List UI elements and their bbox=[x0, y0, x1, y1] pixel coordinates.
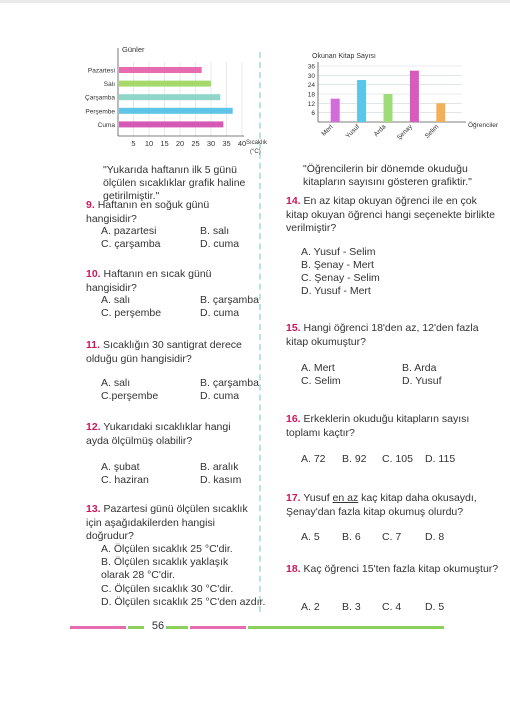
chart2-bar bbox=[331, 99, 340, 122]
chart1-category-label: Perşembe bbox=[85, 108, 115, 116]
chart2-category-label: Şenay bbox=[395, 123, 414, 142]
chart1-x-axis-unit: (°C) bbox=[250, 149, 261, 155]
q12-option-a[interactable]: A. şubat bbox=[101, 461, 140, 473]
q16-option-d[interactable]: D. 115 bbox=[425, 453, 456, 465]
question-18: 18. Kaç öğrenci 15'ten fazla kitap okumuştur? bbox=[286, 563, 499, 575]
q14-option-d[interactable]: D. Yusuf - Mert bbox=[301, 285, 371, 297]
q12-option-d[interactable]: D. kasım bbox=[200, 474, 242, 486]
chart1-y-axis-title: Günler bbox=[122, 45, 145, 54]
q12-option-b[interactable]: B. aralık bbox=[200, 461, 239, 473]
chart2-x-axis-title: Öğrenciler bbox=[468, 122, 498, 129]
question-15: 15. Hangi öğrenci 18'den az, 12'den fazla kitap okumuştur? bbox=[286, 322, 479, 348]
chart2-category-label: Selim bbox=[423, 123, 441, 140]
q16-option-c[interactable]: C. 105 bbox=[382, 453, 413, 465]
q17-option-b[interactable]: B. 6 bbox=[342, 531, 361, 543]
page-number: 56 bbox=[151, 620, 165, 632]
q18-option-d[interactable]: D. 5 bbox=[425, 601, 445, 613]
chart2-bar bbox=[357, 80, 366, 122]
q11-option-c[interactable]: C.perşembe bbox=[101, 390, 159, 402]
q10-option-b[interactable]: B. çarşamba bbox=[200, 294, 259, 306]
chart1-bar bbox=[119, 94, 220, 100]
chart1-caption: "Yukarıda haftanın ilk 5 günü ölçülen sıcaklıklar grafik haline getirilmiştir." bbox=[103, 164, 246, 202]
chart1-xtick-label: 10 bbox=[144, 139, 154, 148]
q18-option-a[interactable]: A. 2 bbox=[301, 601, 320, 613]
chart1-category-label: Cuma bbox=[97, 121, 115, 129]
chart2-category-label: Arda bbox=[372, 123, 388, 139]
q18-option-c[interactable]: C. 4 bbox=[382, 601, 402, 613]
q15-option-d[interactable]: D. Yusuf bbox=[402, 375, 442, 387]
page-footer bbox=[0, 619, 510, 633]
q14-option-b[interactable]: B. Şenay - Mert bbox=[301, 259, 374, 271]
chart2-title: Okunan Kitap Sayısı bbox=[312, 53, 376, 60]
question-10: 10. Haftanın en sıcak günü hangisidir? bbox=[86, 268, 212, 294]
chart1-bar bbox=[119, 81, 211, 87]
chart1-category-label: Çarşamba bbox=[85, 94, 115, 102]
footer-bar-pink-2 bbox=[190, 626, 246, 629]
q15-option-a[interactable]: A. Mert bbox=[301, 362, 335, 374]
question-9: 9. Haftanın en soğuk günü hangisidir? bbox=[86, 199, 210, 225]
chart2-bar bbox=[410, 71, 419, 122]
chart2-ytick-label: 36 bbox=[307, 63, 315, 71]
q11-option-a[interactable]: A. salı bbox=[101, 377, 131, 389]
q17-option-a[interactable]: A. 5 bbox=[301, 531, 320, 543]
chart2-ytick-label: 30 bbox=[307, 72, 315, 80]
chart1-xtick-label: 5 bbox=[131, 139, 136, 148]
q18-option-b[interactable]: B. 3 bbox=[342, 601, 361, 613]
q15-option-c[interactable]: C. Selim bbox=[301, 375, 341, 387]
question-13: 13. Pazartesi günü ölçülen sıcaklık için aşağıdakilerden hangisi doğrudur? bbox=[86, 503, 248, 542]
chart1-xtick-label: 15 bbox=[160, 139, 169, 148]
footer-bar-green-2 bbox=[166, 626, 188, 629]
question-12: 12. Yukarıdaki sıcaklıklar hangi ayda ölçülmüş olabilir? bbox=[86, 421, 231, 447]
chart2-bar bbox=[384, 94, 393, 122]
q10-option-c[interactable]: C. perşembe bbox=[101, 307, 162, 319]
chart2-category-label: Mert bbox=[320, 123, 335, 138]
q13-option-a[interactable]: A. Ölçülen sıcaklık 25 °C'dir. bbox=[101, 543, 233, 555]
chart1-category-label: Pazartesi bbox=[87, 67, 115, 75]
chart1-xtick-label: 35 bbox=[222, 139, 231, 148]
chart2-category-label: Yusuf bbox=[344, 123, 362, 140]
chart1-bar bbox=[119, 108, 233, 114]
chart2-ytick-label: 24 bbox=[307, 82, 315, 90]
q16-option-b[interactable]: B. 92 bbox=[342, 453, 367, 465]
page-top-edge bbox=[0, 0, 510, 3]
chart1-bar bbox=[119, 121, 223, 127]
footer-bar-green-3 bbox=[248, 626, 444, 629]
q11-option-b[interactable]: B. çarşamba bbox=[200, 377, 259, 389]
chart2-ytick-label: 18 bbox=[307, 91, 315, 99]
q9-option-c[interactable]: C. çarşamba bbox=[101, 238, 161, 250]
question-14: 14. En az kitap okuyan öğrenci ile en çok kitap okuyan öğrenci hangi seçenekte birlikte verilmiştir? bbox=[286, 195, 495, 234]
chart2-ytick-label: 12 bbox=[307, 100, 315, 108]
q17-option-d[interactable]: D. 8 bbox=[425, 531, 445, 543]
q13-option-b[interactable]: B. Ölçülen sıcaklık yaklaşık olarak 28 °C'dir. bbox=[101, 556, 229, 581]
q9-option-b[interactable]: B. salı bbox=[200, 225, 230, 237]
q17-option-c[interactable]: C. 7 bbox=[382, 531, 402, 543]
q17-emphasis: en az bbox=[332, 492, 359, 504]
q9-option-d[interactable]: D. cuma bbox=[200, 238, 240, 250]
q15-option-b[interactable]: B. Arda bbox=[402, 362, 437, 374]
chart1-xtick-label: 40 bbox=[237, 139, 247, 148]
chart1-xtick-label: 20 bbox=[175, 139, 185, 148]
chart1-xtick-label: 25 bbox=[191, 139, 200, 148]
q14-option-a[interactable]: A. Yusuf - Selim bbox=[301, 246, 376, 258]
q14-option-c[interactable]: C. Şenay - Selim bbox=[301, 272, 380, 284]
q10-option-d[interactable]: D. cuma bbox=[200, 307, 240, 319]
chart2-bar bbox=[436, 103, 445, 122]
q13-option-c[interactable]: C. Ölçülen sıcaklık 30 °C'dir. bbox=[101, 583, 234, 595]
q16-option-a[interactable]: A. 72 bbox=[301, 453, 326, 465]
chart1-category-label: Salı bbox=[103, 81, 115, 89]
books-bar-chart bbox=[262, 50, 510, 170]
question-11: 11. Sıcaklığın 30 santigrat derece olduğu gün hangisidir? bbox=[86, 339, 242, 365]
column-divider bbox=[259, 52, 261, 612]
q12-option-c[interactable]: C. haziran bbox=[101, 474, 149, 486]
chart2-ytick-label: 6 bbox=[311, 110, 315, 118]
footer-bar-green bbox=[128, 626, 144, 629]
q13-option-d[interactable]: D. Ölçülen sıcaklık 25 °C'den azdır. bbox=[101, 596, 266, 608]
chart1-xtick-label: 30 bbox=[206, 139, 216, 148]
chart2-caption: "Öğrencilerin bir dönemde okuduğu kitapların sayısını gösteren grafiktir." bbox=[303, 163, 472, 188]
chart1-x-axis-title: Sıcaklık bbox=[246, 140, 268, 146]
question-17: 17. Yusuf en az kaç kitap daha okusaydı, Şenay'dan fazla kitap okumuş olurdu? bbox=[286, 492, 477, 518]
chart1-bar bbox=[119, 67, 202, 73]
q11-option-d[interactable]: D. cuma bbox=[200, 390, 240, 402]
q10-option-a[interactable]: A. salı bbox=[101, 294, 131, 306]
question-16: 16. Erkeklerin okuduğu kitapların sayısı toplamı kaçtır? bbox=[286, 413, 470, 439]
footer-bar-pink bbox=[70, 626, 126, 629]
q9-option-a[interactable]: A. pazartesi bbox=[101, 225, 157, 237]
